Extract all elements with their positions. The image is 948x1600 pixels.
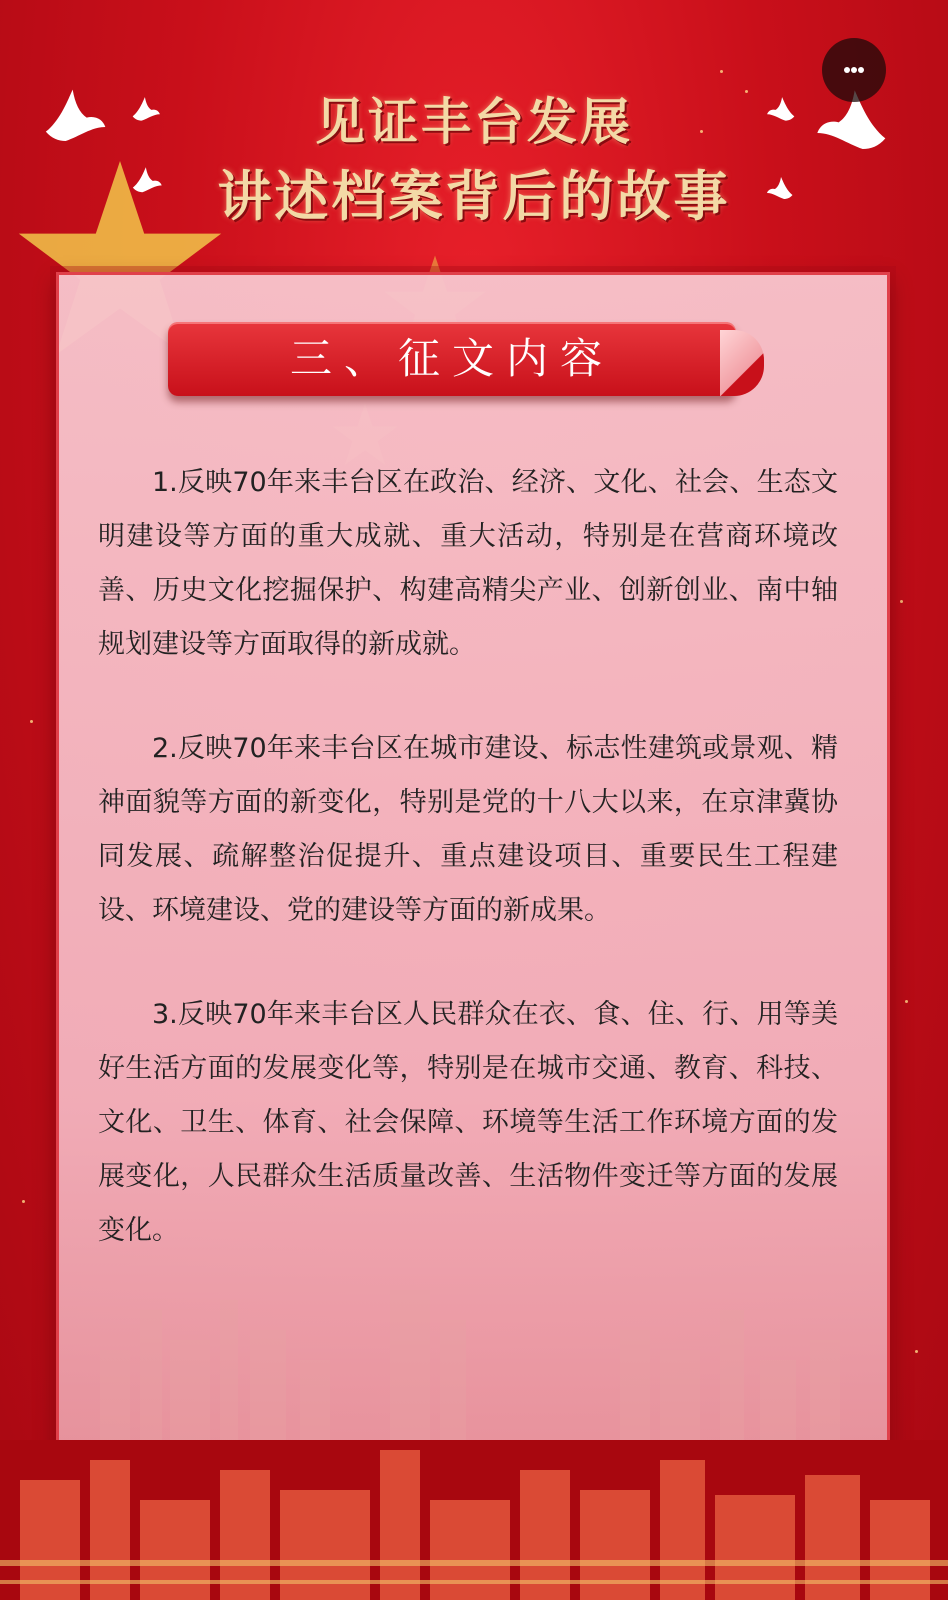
sparkle xyxy=(915,1350,918,1353)
bottom-city-skyline xyxy=(0,1440,948,1600)
sparkle xyxy=(720,70,723,73)
content-body xyxy=(98,456,838,1258)
more-icon xyxy=(838,54,870,86)
paragraph-3: 3.反映70年来丰台区人民群众在衣、食、住、行、用等美好生活方面的发展变化等，特别是在城市交通、教育、科技、文化、卫生、体育、社会保障、环境等生活工作环境方面的发展变化，人民群众生活质量改善、生活物件变迁等方面的发展变化。 xyxy=(98,999,838,1246)
sparkle xyxy=(905,1000,908,1003)
paragraph-2: 2.反映70年来丰台区在城市建设、标志性建筑或景观、精神面貌等方面的新变化，特别是党的十八大以来，在京津冀协同发展、疏解整治促提升、重点建设项目、重要民生工程建设、环境建设、党的建设等方面的新成果。 xyxy=(98,733,838,926)
city-skyline-watermark xyxy=(60,1290,880,1450)
section-banner xyxy=(168,322,736,396)
sparkle xyxy=(22,1200,25,1203)
sparkle xyxy=(30,720,33,723)
header-title xyxy=(0,90,948,234)
title-line-1: 见证丰台发展 xyxy=(315,93,633,151)
section-title: 三、征文内容 xyxy=(289,334,614,383)
title-line-2: 讲述档案背后的故事 xyxy=(217,165,731,228)
sparkle xyxy=(900,600,903,603)
paragraph-1: 1.反映70年来丰台区在政治、经济、文化、社会、生态文明建设等方面的重大成就、重大活动，特别是在营商环境改善、历史文化挖掘保护、构建高精尖产业、创新创业、南中轴规划建设等方面取得的新成就。 xyxy=(98,467,838,660)
